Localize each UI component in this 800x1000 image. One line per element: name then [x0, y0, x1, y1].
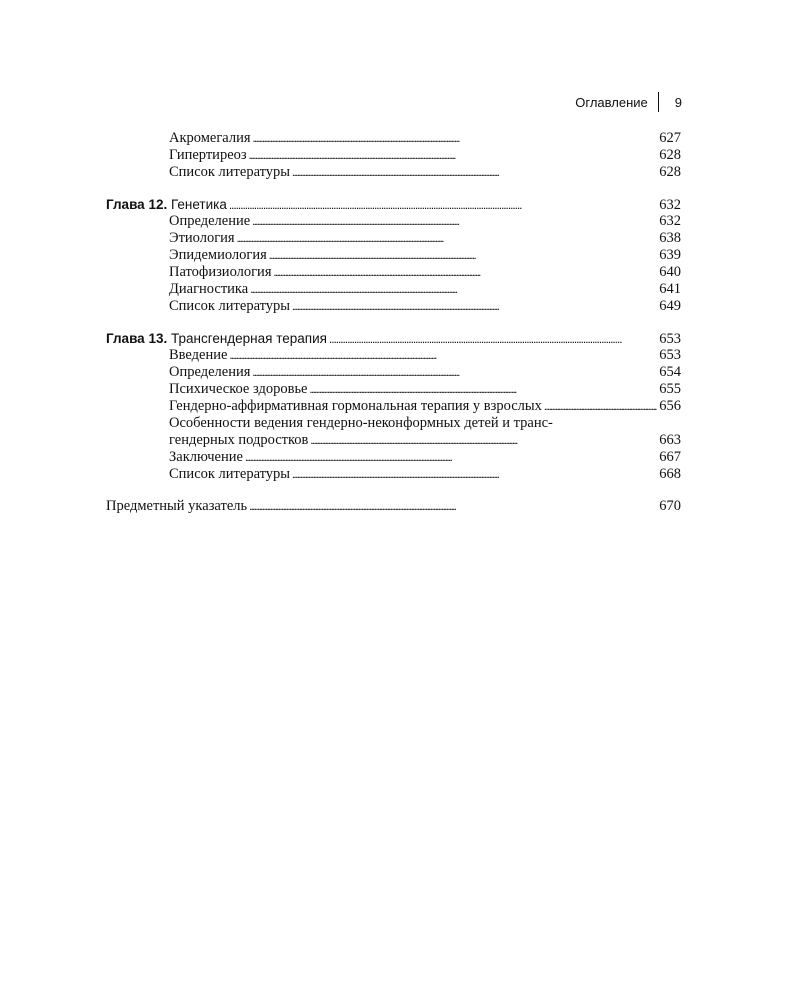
- toc-entry-page: 639: [659, 247, 681, 263]
- toc-entry-page: 640: [659, 264, 681, 280]
- toc-leader: [250, 281, 657, 298]
- toc-entry-page: 656: [659, 398, 681, 414]
- toc-entry-label: Акромегалия: [169, 130, 251, 146]
- toc-entry-label: Список литературы: [169, 298, 291, 314]
- toc-entry-page: 632: [659, 213, 681, 229]
- toc-leader: [329, 330, 657, 348]
- toc-chapter-label: [106, 330, 327, 347]
- toc-leader: [310, 381, 658, 398]
- chapter-title: Генетика: [170, 197, 227, 212]
- toc-entry-label: Введение: [169, 347, 228, 363]
- header-page-number: 9: [674, 94, 682, 110]
- toc-entry[interactable]: [106, 298, 681, 315]
- toc-leader: [245, 449, 657, 466]
- toc-leader: [253, 130, 658, 147]
- toc-entry[interactable]: [106, 449, 681, 466]
- toc-entry-page: 667: [659, 449, 681, 465]
- toc-entry-continued[interactable]: [106, 415, 681, 432]
- toc-entry[interactable]: [106, 347, 681, 364]
- table-of-contents: [106, 130, 681, 515]
- toc-entry-label: Патофизиология: [169, 264, 272, 280]
- toc-leader: [229, 196, 657, 214]
- toc-entry[interactable]: [106, 213, 681, 230]
- toc-entry-label: Предметный указатель: [106, 498, 248, 514]
- toc-entry[interactable]: [106, 398, 681, 415]
- toc-entry[interactable]: [106, 247, 681, 264]
- toc-entry[interactable]: [106, 164, 681, 181]
- toc-entry-page: 653: [659, 331, 681, 347]
- toc-leader: [237, 230, 658, 247]
- toc-entry[interactable]: [106, 432, 681, 449]
- toc-entry-page: 628: [659, 147, 681, 163]
- toc-entry-page: 632: [659, 197, 681, 213]
- toc-leader: [292, 164, 657, 181]
- toc-leader: [249, 498, 657, 515]
- toc-entry-label: Особенности ведения гендерно-неконформных детей и транс-: [169, 415, 553, 431]
- toc-entry-page: 670: [659, 498, 681, 514]
- running-header: [575, 92, 682, 112]
- toc-entry-label: Список литературы: [169, 164, 291, 180]
- toc-leader: [292, 298, 657, 315]
- toc-entry-page: 649: [659, 298, 681, 314]
- toc-entry-page: 627: [659, 130, 681, 146]
- toc-entry-label: Диагностика: [169, 281, 249, 297]
- toc-leader: [252, 213, 657, 230]
- toc-entry[interactable]: [106, 281, 681, 298]
- toc-leader: [544, 398, 657, 415]
- header-separator: [658, 92, 659, 112]
- toc-entry-page: 668: [659, 466, 681, 482]
- toc-entry-page: 641: [659, 281, 681, 297]
- toc-entry-label: Эпидемиология: [169, 247, 267, 263]
- toc-entry[interactable]: [106, 364, 681, 381]
- toc-entry-page: 654: [659, 364, 681, 380]
- toc-entry[interactable]: [106, 381, 681, 398]
- toc-entry-label: Гипертиреоз: [169, 147, 247, 163]
- toc-leader: [229, 347, 657, 364]
- toc-leader: [310, 432, 657, 449]
- toc-leader: [252, 364, 657, 381]
- chapter-number: Глава 13.: [106, 331, 168, 346]
- toc-entry-page: 638: [659, 230, 681, 246]
- toc-entry-label: Определение: [169, 213, 251, 229]
- toc-entry-label: Гендерно-аффирмативная гормональная терапия у взрослых: [169, 398, 542, 414]
- toc-chapter-12[interactable]: [106, 196, 681, 213]
- chapter-number: Глава 12.: [106, 197, 168, 212]
- toc-leader: [274, 264, 658, 281]
- toc-leader: [269, 247, 657, 264]
- toc-entry[interactable]: [106, 264, 681, 281]
- toc-entry[interactable]: [106, 466, 681, 483]
- toc-entry[interactable]: [106, 230, 681, 247]
- toc-entry-label: Определения: [169, 364, 251, 380]
- toc-entry-label: Заключение: [169, 449, 243, 465]
- toc-entry-page: 663: [659, 432, 681, 448]
- toc-entry-label: Психическое здоровье: [169, 381, 308, 397]
- toc-leader: [292, 466, 657, 483]
- header-title: Оглавление: [575, 94, 648, 110]
- chapter-title: Трансгендерная терапия: [170, 331, 327, 346]
- toc-chapter-13[interactable]: [106, 330, 681, 347]
- toc-chapter-label: [106, 196, 227, 213]
- toc-entry-label: Список литературы: [169, 466, 291, 482]
- toc-subject-index[interactable]: [106, 498, 681, 515]
- toc-entry-page: 628: [659, 164, 681, 180]
- toc-leader: [249, 147, 658, 164]
- toc-entry[interactable]: [106, 147, 681, 164]
- toc-entry[interactable]: [106, 130, 681, 147]
- toc-entry-label: Этиология: [169, 230, 235, 246]
- toc-entry-page: 655: [659, 381, 681, 397]
- toc-entry-label: гендерных подростков: [169, 432, 309, 448]
- toc-entry-page: 653: [659, 347, 681, 363]
